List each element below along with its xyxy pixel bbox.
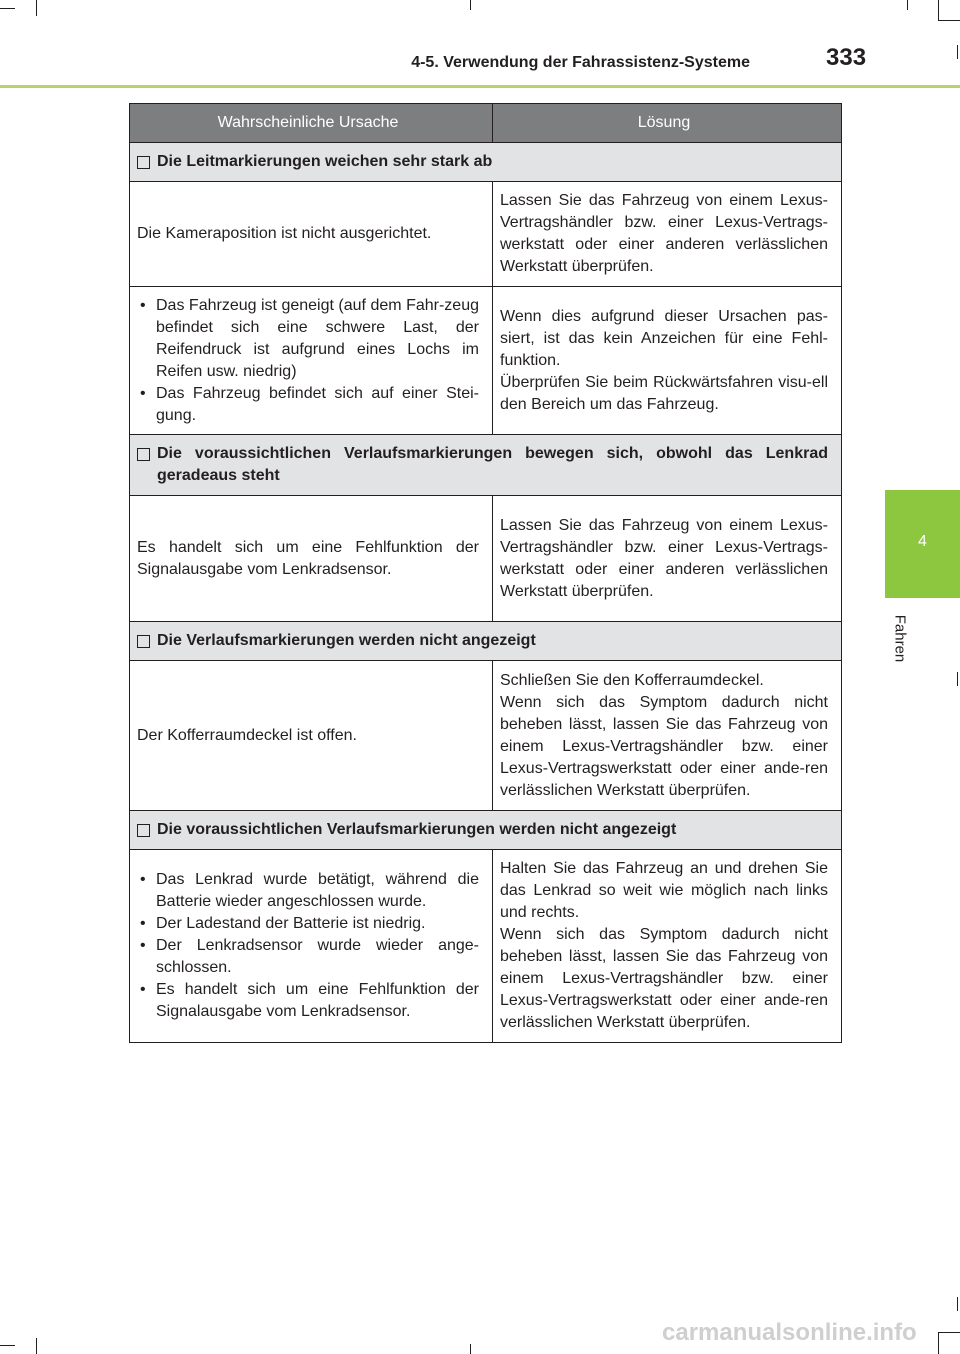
table-row — [130, 182, 842, 287]
solution-cell — [493, 850, 842, 1043]
crop-mark — [957, 672, 958, 686]
crop-mark — [0, 8, 15, 9]
crop-mark — [938, 20, 960, 21]
section-heading — [130, 435, 842, 496]
section-title: Die Verlaufsmarkierungen werden nicht angezeigt — [157, 632, 536, 649]
crop-mark — [938, 0, 939, 20]
chapter-tab — [885, 490, 960, 598]
cause-cell — [130, 496, 493, 622]
section-title: Die voraussichtlichen Verlaufsmarkierungen werden nicht angezeigt — [157, 821, 677, 838]
column-header-cause: Wahrscheinliche Ursache — [130, 104, 493, 143]
cause-item: • Das Fahrzeug befindet sich auf einer Stei-gung. — [137, 383, 479, 427]
cause-cell — [130, 287, 493, 435]
cause-item: • Der Ladestand der Batterie ist niedrig. — [137, 913, 479, 935]
section-heading — [130, 143, 842, 182]
cause-item: • Das Lenkrad wurde betätigt, während die Batterie wieder angeschlossen wurde. — [137, 869, 479, 913]
section-row — [130, 143, 842, 182]
checkbox-icon — [137, 448, 150, 461]
cause-list — [137, 869, 479, 1023]
solution-text: Halten Sie das Fahrzeug an und drehen Sie das Lenkrad so weit wie möglich nach links und rechts. — [500, 860, 828, 921]
crop-mark — [0, 1345, 15, 1346]
solution-cell — [493, 496, 842, 622]
solution-text: Überprüfen Sie beim Rückwärtsfahren visu-ell den Bereich um das Fahrzeug. — [500, 373, 828, 413]
cause-item: • Der Lenkradsensor wurde wieder ange-schlossen. — [137, 935, 479, 979]
column-header-solution: Lösung — [493, 104, 842, 143]
table-row — [130, 661, 842, 811]
checkbox-icon — [137, 635, 150, 648]
header-rule — [0, 85, 960, 88]
checkbox-icon — [137, 156, 150, 169]
table-body — [130, 143, 842, 1043]
table-row — [130, 496, 842, 622]
solution-text: Wenn sich das Symptom dadurch nicht beheben lässt, lassen Sie das Fahrzeug von einem Lexus-Vertragshändler bzw. einer Lexus-Vertragswerkstatt oder einer ande-ren verlässlichen Werkstatt überprüfen. — [500, 693, 828, 799]
section-title: Die Leitmarkierungen weichen sehr stark ab — [157, 153, 493, 170]
table-header-row — [130, 104, 842, 143]
table-row — [130, 850, 842, 1043]
cause-cell — [130, 850, 493, 1043]
cause-item: • Es handelt sich um eine Fehlfunktion der Signalausgabe vom Lenkradsensor. — [137, 979, 479, 1023]
section-row — [130, 811, 842, 850]
chapter-label-text: Fahren — [891, 614, 909, 663]
cause-list — [137, 295, 479, 427]
solution-text: Lassen Sie das Fahrzeug von einem Lexus-Vertragshändler bzw. einer Lexus-Vertrags-werkstatt oder einer anderen verlässlichen Werkstatt überprüfen. — [500, 516, 828, 600]
cause-text: Der Kofferraumdeckel ist offen. — [137, 726, 357, 744]
solution-text: Lassen Sie das Fahrzeug von einem Lexus-Vertragshändler bzw. einer Lexus-Vertrags-werkstatt oder einer anderen verlässlichen Werkstatt überprüfen. — [500, 192, 828, 275]
solution-text: Wenn sich das Symptom dadurch nicht beheben lässt, lassen Sie das Fahrzeug von einem Lexus-Vertragshändler bzw. einer Lexus-Vertragswerkstatt oder einer ande-ren verlässlichen Werkstatt überprüfen. — [500, 926, 828, 1031]
crop-mark — [957, 1297, 958, 1311]
section-row — [130, 435, 842, 496]
crop-mark — [36, 0, 37, 16]
chapter-label — [891, 610, 912, 670]
section-heading — [130, 622, 842, 661]
crop-mark — [470, 0, 471, 10]
watermark: carmanualsonline.info — [662, 1319, 917, 1346]
section-title: Die voraussichtlichen Verlaufsmarkierungen bewegen sich, obwohl das Lenkrad geradeaus steht — [157, 445, 828, 484]
solution-cell — [493, 182, 842, 287]
cause-item: • Das Fahrzeug ist geneigt (auf dem Fahr-zeug befindet sich eine schwere Last, der Reifendruck ist aufgrund eines Lochs im Reifen usw. niedrig) — [137, 295, 479, 383]
section-heading — [130, 811, 842, 850]
checkbox-icon — [137, 824, 150, 837]
solution-cell — [493, 661, 842, 811]
page-number: 333 — [826, 44, 867, 71]
solution-text: Wenn dies aufgrund dieser Ursachen pas-siert, ist das kein Anzeichen für eine Fehl-funktion. — [500, 307, 828, 369]
section-row — [130, 622, 842, 661]
crop-mark — [957, 45, 958, 59]
crop-mark — [36, 1338, 37, 1354]
section-title: 4-5. Verwendung der Fahrassistenz-Systeme — [411, 54, 750, 71]
cause-cell — [130, 661, 493, 811]
table-row — [130, 287, 842, 435]
cause-text: Es handelt sich um eine Fehlfunktion der Signalausgabe vom Lenkradsensor. — [137, 538, 479, 578]
solution-text: Schließen Sie den Kofferraumdeckel. — [500, 671, 764, 689]
crop-mark — [470, 1344, 471, 1354]
cause-cell — [130, 182, 493, 287]
crop-mark — [907, 0, 908, 10]
crop-mark — [938, 1332, 939, 1354]
crop-mark — [938, 1332, 960, 1333]
solution-cell — [493, 287, 842, 435]
troubleshooting-table — [129, 103, 842, 1043]
chapter-number: 4 — [918, 533, 927, 550]
cause-text: Die Kameraposition ist nicht ausgerichtet. — [137, 225, 432, 242]
